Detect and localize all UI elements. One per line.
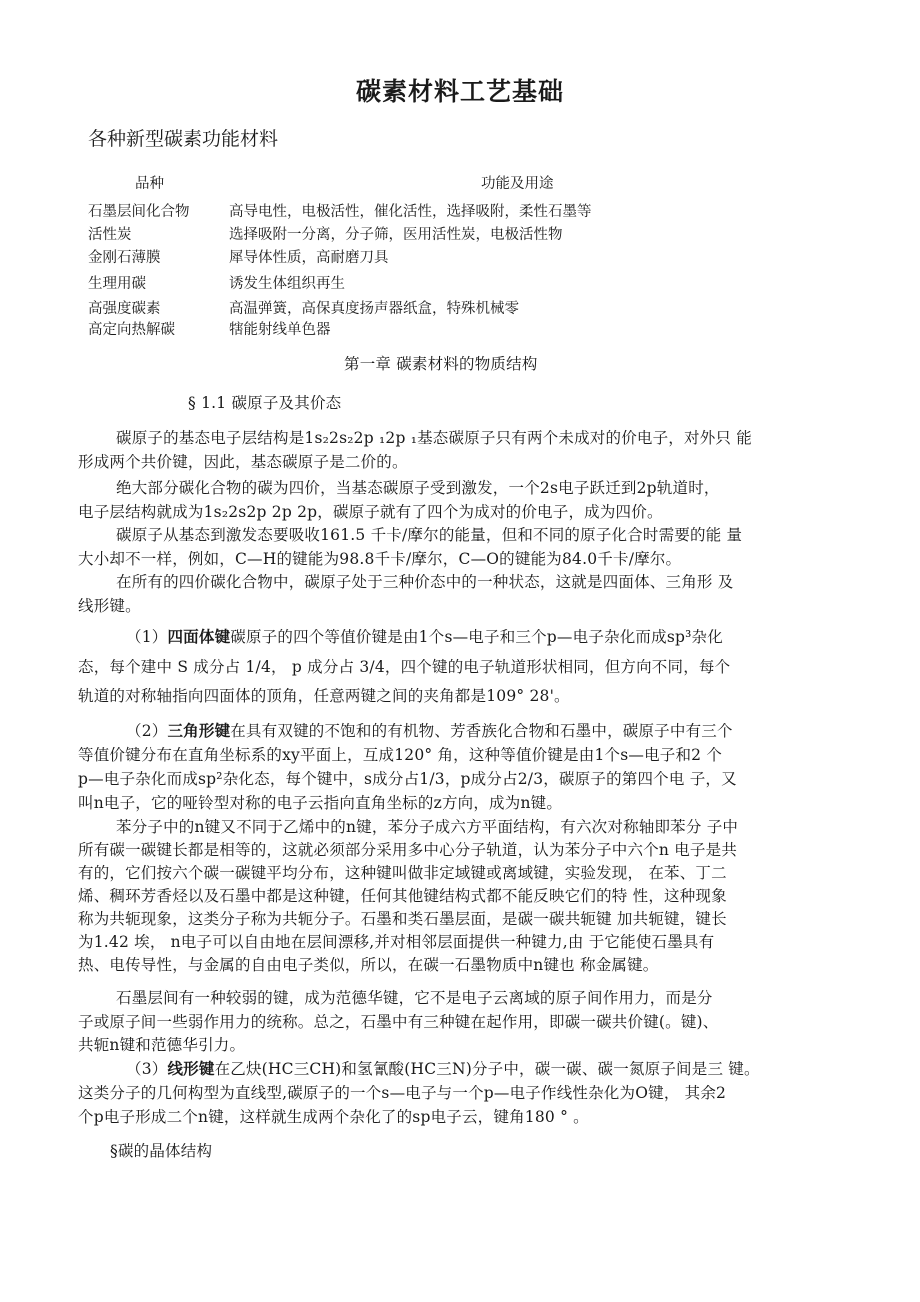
paragraph-line: 态，每个建中 S 成分占 1/4， p 成分占 3/4，四个键的电子轨道形状相同，但方向不同，每个 bbox=[78, 658, 731, 676]
table-cell-use: 犗能射线单色器 bbox=[229, 322, 331, 338]
table-header-name: 品种 bbox=[135, 176, 164, 192]
paragraph-line: 热、电传导性，与金属的自由电子类似，所以，在碳一石墨物质中n键也 称金属键。 bbox=[78, 956, 659, 974]
table-cell-use: 选择吸附一分离，分子筛，医用活性炭，电极活性物 bbox=[229, 227, 563, 243]
paragraph-line bbox=[126, 627, 723, 647]
paragraph-line: p—电子杂化而成sp²杂化态，每个键中，s成分占1/3，p成分占2/3，碳原子的第四个电 子，又 bbox=[78, 770, 737, 788]
paragraph-line: 线形键。 bbox=[78, 597, 141, 615]
paragraph-text: 在乙炔(HC三CH)和氢氰酸(HC三N)分子中，碳一碳、碳一氮原子间是三 键。 bbox=[214, 1060, 760, 1078]
paragraph-line: 大小却不一样，例如，C—H的键能为98.8千卡/摩尔，C—O的键能为84.0千卡/摩尔。 bbox=[78, 550, 682, 568]
item-number: （3） bbox=[126, 1060, 168, 1078]
paragraph-line: 叫n电子，它的哑铃型对称的电子云指向直角坐标的z方向，成为n键。 bbox=[78, 794, 563, 812]
table-cell-name: 金刚石薄膜 bbox=[88, 250, 161, 266]
paragraph-line: 所有碳一碳键长都是相等的，这就必须部分采用多中心分子轨道，认为苯分子中六个n 电子是共 bbox=[78, 841, 738, 859]
table-cell-use: 高温弹簧，高保真度扬声器纸盒，特殊机械零 bbox=[229, 301, 519, 317]
paragraph-line: 有的，它们按六个碳一碳键平均分布，这种键叫做非定域键或离域键，实验发现， 在苯、丁二 bbox=[78, 864, 727, 882]
paragraph-line: 碳原子从基态到激发态要吸收161.5 千卡/摩尔的能量，但和不同的原子化合时需要的能 量 bbox=[116, 526, 743, 544]
paragraph-line: 绝大部分碳化合物的碳为四价，当基态碳原子受到激发，一个2s电子跃迁到2p轨道时， bbox=[116, 479, 720, 497]
paragraph-line: 苯分子中的n键又不同于乙烯中的n键，苯分子成六方平面结构，有六次对称轴即苯分 子中 bbox=[116, 818, 739, 836]
paragraph-line: 等值价键分布在直角坐标系的xy平面上，互成120° 角，这种等值价键是由1个s—电子和2 个 bbox=[78, 746, 723, 764]
table-cell-use: 犀导体性质，高耐磨刀具 bbox=[229, 250, 389, 266]
term-bold: 四面体键 bbox=[167, 628, 231, 646]
paragraph-text: 碳原子的四个等值价键是由1个s—电子和三个p—电子杂化而成sp³杂化 bbox=[230, 628, 723, 646]
paragraph-line: 电子层结构就成为1s₂2s2p 2p 2p，碳原子就有了四个为成对的价电子，成为四价。 bbox=[78, 503, 663, 521]
table-cell-name: 高定向热解碳 bbox=[88, 322, 175, 338]
section-heading: §碳的晶体结构 bbox=[110, 1142, 213, 1160]
document-title: 碳素材料工艺基础 bbox=[355, 77, 564, 106]
paragraph-line: 这类分子的几何构型为直线型,碳原子的一个s—电子与一个p—电子作线性杂化为O键， 其余2 bbox=[78, 1084, 727, 1102]
table-header-use: 功能及用途 bbox=[481, 176, 554, 192]
paragraph-line: 轨道的对称轴指向四面体的顶角，任意两键之间的夹角都是109° 28'。 bbox=[78, 687, 570, 705]
table-cell-use: 诱发生体组织再生 bbox=[229, 276, 345, 292]
paragraph-line: 称为共轭现象，这类分子称为共轭分子。石墨和类石墨层面，是碳一碳共轭键 加共轭键，键长 bbox=[78, 910, 727, 928]
paragraph-text: 在具有双键的不饱和的有机物、芳香族化合物和石墨中，碳原子中有三个 bbox=[230, 722, 733, 740]
paragraph-line: 烯、稠环芳香烃以及石墨中都是这种键，任何其他键结构式都不能反映它们的特 性，这种现象 bbox=[78, 887, 727, 905]
table-cell-name: 活性炭 bbox=[88, 227, 132, 243]
table-cell-name: 石墨层间化合物 bbox=[88, 204, 190, 220]
term-bold: 三角形键 bbox=[167, 722, 231, 740]
paragraph-line: 在所有的四价碳化合物中，碳原子处于三种价态中的一种状态，这就是四面体、三角形 及 bbox=[116, 573, 734, 591]
table-cell-name: 高强度碳素 bbox=[88, 301, 161, 317]
paragraph-line: 子或原子间一些弱作用力的统称。总之，石墨中有三种键在起作用，即碳一碳共价键(。键)、 bbox=[78, 1013, 719, 1031]
paragraph-line bbox=[126, 721, 733, 741]
item-number: （1） bbox=[126, 628, 168, 646]
paragraph-line: 碳原子的基态电子层结构是1s₂2s₂2p ₁2p ₁基态碳原子只有两个未成对的价电子，对外只 能 bbox=[116, 429, 752, 447]
section-heading: § 1.1 碳原子及其价态 bbox=[188, 394, 342, 412]
document-subtitle: 各种新型碳素功能材料 bbox=[88, 128, 279, 150]
paragraph-line: 共轭n键和范德华引力。 bbox=[78, 1036, 246, 1054]
chapter-heading: 第一章 碳素材料的物质结构 bbox=[344, 355, 538, 373]
paragraph-line bbox=[126, 1059, 760, 1079]
table-cell-use: 高导电性，电极活性，催化活性，选择吸附，柔性石墨等 bbox=[229, 204, 592, 220]
item-number: （2） bbox=[126, 722, 168, 740]
paragraph-line: 个p电子形成二个n键，这样就生成两个杂化了的sp电子云，键角180 ° 。 bbox=[78, 1108, 589, 1126]
paragraph-line: 为1.42 埃， n电子可以自由地在层间漂移,并对相邻层面提供一种键力,由 于它能使石墨具有 bbox=[78, 933, 715, 951]
paragraph-line: 石墨层间有一种较弱的键，成为范德华键，它不是电子云离域的原子间作用力，而是分 bbox=[116, 989, 713, 1007]
paragraph-line: 形成两个共价键，因此，基态碳原子是二价的。 bbox=[78, 453, 408, 471]
table-cell-name: 生理用碳 bbox=[88, 276, 146, 292]
term-bold: 线形键 bbox=[167, 1060, 215, 1078]
